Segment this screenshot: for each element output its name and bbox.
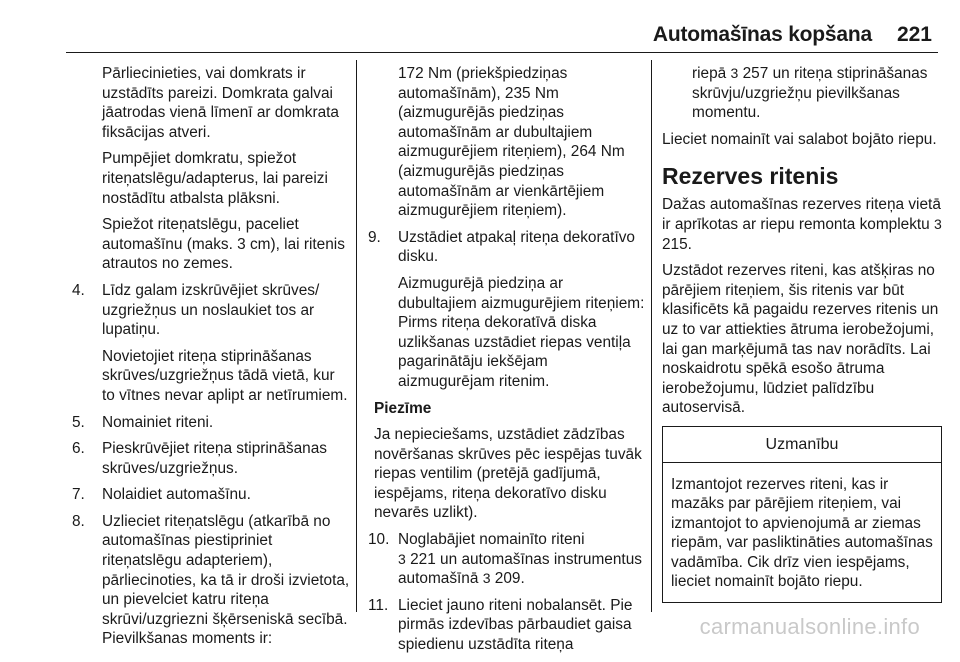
section-heading: Rezerves ritenis xyxy=(662,163,839,190)
paragraph: Novietojiet riteņa stiprināšanas skrūves/uzgriežņus tādā vietā, kur to vītnes nevar aplipt ar netīrumiem. xyxy=(102,347,348,404)
page-number: 221 xyxy=(896,23,932,46)
paragraph: 172 Nm (priekšpiedziņas automašīnām), 235 Nm (aizmugurējās piedziņas automašīnām ar dubultajiem aizmugurējiem riteņiem), 264 Nm (aizmugurējās piedziņas automašīnām ar vienkārtējiem aizmugurējiem riteņiem). xyxy=(398,65,625,220)
step-number: 9. xyxy=(368,228,381,246)
step-number: 8. xyxy=(72,512,85,530)
ref-arrow-icon: 3 xyxy=(482,570,491,587)
list-item xyxy=(72,413,350,433)
paragraph: Aizmugurējā piedziņa ar dubultajiem aizmugurējiem riteņiem: Pirms riteņa dekoratīvā diska uzlikšanas uzstādiet riepas ventiļa pagarinātāju iekšējam aizmugurējam ritenim. xyxy=(398,274,645,390)
watermark: carmanualsonline.info xyxy=(699,614,920,639)
step-number: 4. xyxy=(72,281,85,299)
list-item xyxy=(72,439,350,478)
step-number: 11. xyxy=(368,596,389,614)
note-text: Ja nepieciešams, uzstādiet zādzības novēršanas skrūves pēc iespējas tuvāk riepas ventilim (pretējā gadījumā, iespējams, riteņa dekoratīvo disku nevarēs uzlikt). xyxy=(374,426,642,522)
list-item xyxy=(72,512,350,649)
step-text: Nolaidiet automašīnu. xyxy=(102,486,251,504)
column-divider-1 xyxy=(356,60,357,612)
warning-title: Uzmanību xyxy=(663,427,941,463)
page-title: Automašīnas kopšana xyxy=(652,23,872,46)
column-divider-2 xyxy=(651,60,652,612)
ref-arrow-icon: 3 xyxy=(398,550,406,567)
list-item xyxy=(368,530,646,589)
step-number: 5. xyxy=(72,413,85,431)
page-header xyxy=(0,0,960,58)
warning-box xyxy=(662,426,942,603)
list-item xyxy=(368,596,646,655)
step-number: 6. xyxy=(72,440,85,458)
page-ref[interactable]: 257 xyxy=(742,65,769,82)
step-text: Noglabājiet nomainīto riteni xyxy=(398,531,585,549)
paragraph: Pumpējiet domkratu, spiežot riteņatslēgu/adapterus, lai pareizi nostādītu atbalsta plāksni. xyxy=(102,150,328,207)
ref-arrow-icon: 3 xyxy=(934,215,942,232)
step-number: 7. xyxy=(72,486,85,504)
page-ref[interactable]: 215. xyxy=(662,235,692,253)
page-ref[interactable]: 209. xyxy=(494,570,525,588)
column-1 xyxy=(72,64,350,656)
text: un riteņa stiprināšanas skrūvju/uzgriežņu pievilkšanas momentu. xyxy=(692,65,928,122)
step-text: un automašīnas instrumentus automašīnā xyxy=(398,550,642,588)
text: Dažas automašīnas rezerves riteņa vietā ir aprīkotas ar riepu remonta komplektu xyxy=(662,196,941,233)
step-text: Pieskrūvējiet riteņa stiprināšanas skrūves/uzgriežņus. xyxy=(102,440,327,477)
column-3 xyxy=(662,64,942,603)
paragraph: Spiežot riteņatslēgu, paceliet automašīnu (maks. 3 cm), lai ritenis atrautos no zemes. xyxy=(102,216,345,273)
note-title: Piezīme xyxy=(374,399,432,417)
step-text: Nomainiet riteni. xyxy=(102,413,214,431)
page-ref[interactable]: 221 xyxy=(410,550,436,568)
paragraph xyxy=(662,64,942,123)
step-number: 10. xyxy=(368,531,390,549)
paragraph: Pārliecinieties, vai domkrats ir uzstādīts pareizi. Domkrata galvai jāatrodas vienā līmenī ar domkrata fiksācijas atveri. xyxy=(102,65,339,141)
step-text: Līdz galam izskrūvējiet skrūves/ uzgriežņus un noslaukiet tos ar lupatiņu. xyxy=(102,281,320,339)
paragraph: Lieciet nomainīt vai salabot bojāto riepu. xyxy=(662,130,937,148)
list-item xyxy=(368,228,646,267)
header-divider xyxy=(66,52,938,53)
warning-text: Izmantojot rezerves riteni, kas ir mazāks par pārējiem riteņiem, vai izmantojot to apvienojumā ar ziemas riepām, var pasliktināties automašīnas vadāmība. Cik drīz vien iespējams, lieciet nomainīt bojāto riepu. xyxy=(671,475,933,591)
step-text: Uzstādiet atpakaļ riteņa dekoratīvo disku. xyxy=(398,228,635,266)
ref-arrow-icon: 3 xyxy=(730,65,739,81)
column-2 xyxy=(368,64,646,662)
paragraph: Uzstādot rezerves riteni, kas atšķiras no pārējiem riteņiem, šis ritenis var būt klasificēts kā pagaidu rezerves ritenis un uz to var attiekties ātruma ierobežojumi, lai gan marķējumā tas nav norādīts. Lai noskaidrotu spēkā esošo ātruma ierobežojumu, lūdziet palīdzību autoservisā. xyxy=(662,262,939,417)
note-block xyxy=(368,399,646,524)
list-item xyxy=(72,281,350,340)
step-text: Lieciet jauno riteni nobalansēt. Pie pirmās izdevības pārbaudiet gaisa spiedienu uzstādīta riteņa xyxy=(398,596,633,654)
list-item xyxy=(72,485,350,505)
text: riepā xyxy=(692,65,727,82)
paragraph xyxy=(662,195,942,254)
step-text: Uzlieciet riteņatslēgu (atkarībā no automašīnas piestipriniet riteņatslēgu adapteriem), pārliecinoties, ka tā ir droši izvietota, un pievelciet katru riteņa skrūvi/uzgriezni šķērseniskā secībā. Pievilkšanas moments ir: xyxy=(102,512,350,648)
